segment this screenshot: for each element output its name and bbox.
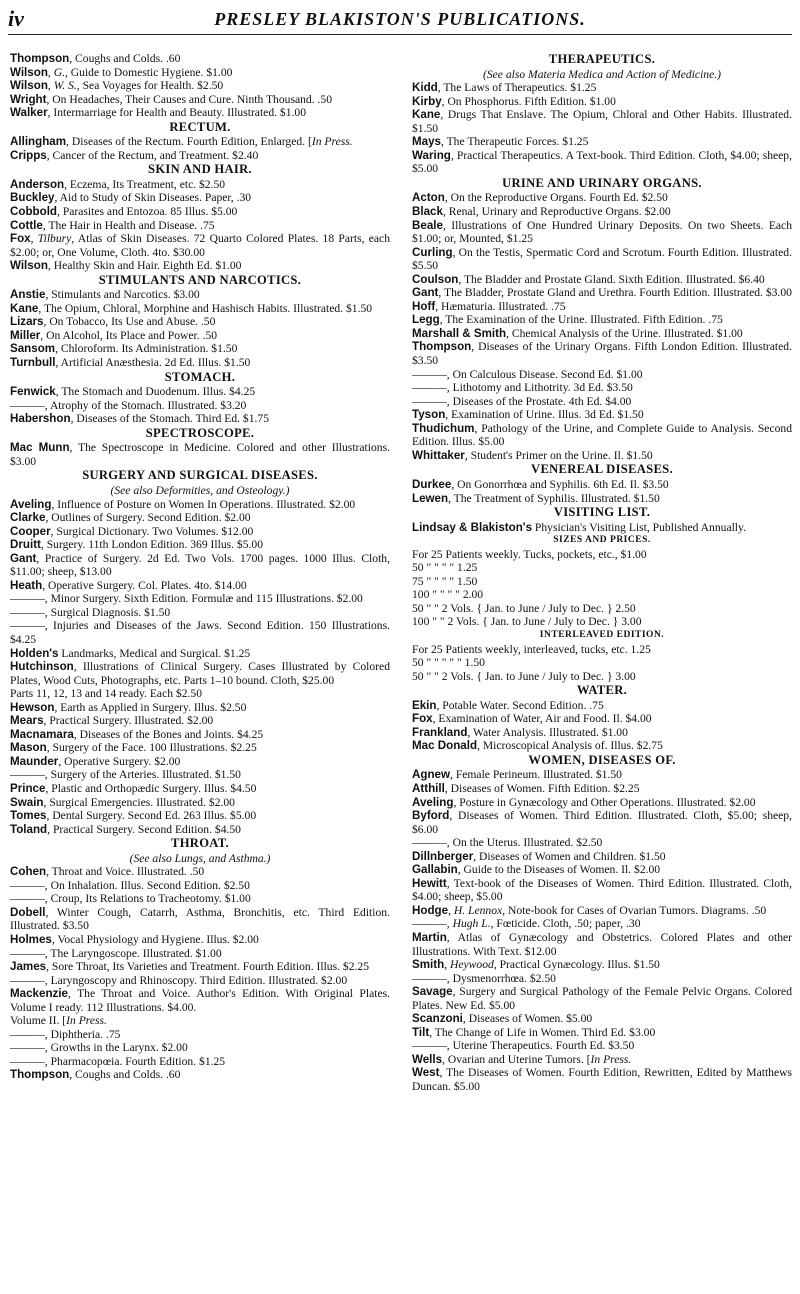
catalog-entry: For 25 Patients weekly. Tucks, pockets, etc., $1.00 [412, 547, 647, 561]
subheading: SIZES AND PRICES. [553, 535, 651, 546]
catalog-entry: Acton, On the Reproductive Organs. Fourth Ed. $2.50 [412, 191, 668, 205]
catalog-entry: Mason, Surgery of the Face. 100 Illustrations. $2.25 [10, 741, 257, 755]
catalog-entry: Macnamara, Diseases of the Bones and Joints. $4.25 [10, 727, 264, 741]
catalog-entry: Thompson, Coughs and Colds. .60 [10, 1068, 181, 1082]
see-also-note: (See also Materia Medica and Action of Medicine.) [482, 67, 722, 81]
catalog-entry: Mackenzie, The Throat and Voice. Author's Edition. With Original Plates. Volume I ready. 112 Illustrations. $4.00. [10, 987, 390, 1014]
right-column [412, 52, 792, 1094]
catalog-entry: Savage, Surgery and Surgical Pathology of the Female Pelvic Organs. Colored Plates. New Ed. $5.00 [412, 985, 792, 1012]
catalog-entry: Volume II. [In Press. [10, 1014, 107, 1028]
catalog-entry: Waring, Practical Therapeutics. A Text-book. Third Edition. Cloth, $4.00; sheep, $5.00 [412, 148, 792, 176]
catalog-entry: Cottle, The Hair in Health and Disease. .75 [10, 218, 215, 232]
catalog-entry: Thudichum, Pathology of the Urine, and Complete Guide to Analysis. Second Edition. Illus. $5.00 [412, 421, 792, 449]
catalog-entry: ———, On Inhalation. Illus. Second Edition. $2.50 [10, 878, 250, 892]
section-heading: URINE AND URINARY ORGANS. [502, 175, 702, 190]
section-heading: WATER. [576, 683, 628, 698]
catalog-entry: Thompson, Diseases of the Urinary Organs. Fifth London Edition. Illustrated. $3.50 [412, 340, 792, 368]
catalog-entry: 100 " " 2 Vols. { Jan. to June / July to Dec. } 3.00 [412, 615, 642, 629]
catalog-entry: Miller, On Alcohol, Its Place and Power. .50 [10, 328, 218, 342]
left-column [10, 52, 390, 1082]
catalog-entry: Kirby, On Phosphorus. Fifth Edition. $1.00 [412, 94, 616, 108]
catalog-entry: Clarke, Outlines of Surgery. Second Edition. $2.00 [10, 511, 251, 525]
catalog-entry: Wright, On Headaches, Their Causes and Cure. Ninth Thousand. .50 [10, 92, 332, 106]
catalog-entry: Tyson, Examination of Urine. Illus. 3d Ed. $1.50 [412, 408, 644, 422]
catalog-entry: ———, Minor Surgery. Sixth Edition. Formulæ and 115 Illustrations. $2.00 [10, 592, 363, 606]
catalog-entry: Habershon, Diseases of the Stomach. Third Ed. $1.75 [10, 412, 270, 426]
catalog-entry: Mears, Practical Surgery. Illustrated. $2.00 [10, 714, 214, 728]
subheading: INTERLEAVED EDITION. [539, 629, 665, 640]
catalog-entry: West, The Diseases of Women. Fourth Edition, Rewritten, Edited by Matthews Duncan. $5.00 [412, 1066, 792, 1094]
page-number: iv [8, 6, 24, 31]
catalog-entry: Heath, Operative Surgery. Col. Plates. 4to. $14.00 [10, 578, 247, 592]
section-heading: VENEREAL DISEASES. [531, 462, 673, 477]
catalog-entry: Swain, Surgical Emergencies. Illustrated. $2.00 [10, 795, 235, 809]
section-heading: THERAPEUTICS. [548, 52, 656, 66]
catalog-entry: 50 " " " " 1.25 [412, 561, 478, 575]
catalog-entry: 50 " " " " " 1.50 [412, 656, 485, 670]
catalog-entry: Druitt, Surgery. 11th London Edition. 369 Illus. $5.00 [10, 538, 264, 552]
catalog-entry: ———, Pharmacopœia. Fourth Edition. $1.25 [10, 1054, 226, 1068]
catalog-entry: Marshall & Smith, Chemical Analysis of the Urine. Illustrated. $1.00 [412, 326, 743, 340]
catalog-entry: 50 " " 2 Vols. { Jan. to June / July to Dec. } 3.00 [412, 669, 636, 683]
section-heading: WOMEN, DISEASES OF. [528, 752, 676, 767]
catalog-entry: Coulson, The Bladder and Prostate Gland. Sixth Edition. Illustrated. $6.40 [412, 272, 765, 286]
catalog-entry: Wilson, W. S., Sea Voyages for Health. $2.50 [10, 79, 224, 93]
catalog-entry: Cooper, Surgical Dictionary. Two Volumes. $12.00 [10, 524, 254, 538]
catalog-entry: ———, Uterine Therapeutics. Fourth Ed. $3.50 [412, 1039, 635, 1053]
catalog-entry: Mac Donald, Microscopical Analysis of. Illus. $2.75 [412, 739, 663, 753]
catalog-entry: Hewson, Earth as Applied in Surgery. Illus. $2.50 [10, 700, 247, 714]
section-heading: RECTUM. [169, 119, 231, 134]
catalog-entry: Allingham, Diseases of the Rectum. Fourth Edition, Enlarged. [In Press. [10, 135, 353, 149]
catalog-entry: Cohen, Throat and Voice. Illustrated. .50 [10, 865, 205, 879]
catalog-entry: Holden's Landmarks, Medical and Surgical. $1.25 [10, 646, 251, 660]
catalog-entry: Black, Renal, Urinary and Reproductive Organs. $2.00 [412, 205, 671, 219]
catalog-entry: Fox, Tilbury, Atlas of Skin Diseases. 72 Quarto Colored Plates. 18 Parts, each $2.00; or, One Volume, Cloth. 4to. $30.00 [10, 232, 390, 259]
catalog-entry: 100 " " " " 2.00 [412, 588, 484, 602]
catalog-entry: Agnew, Female Perineum. Illustrated. $1.50 [412, 768, 622, 782]
catalog-entry: ———, Lithotomy and Lithotrity. 3d Ed. $3.50 [412, 381, 633, 395]
catalog-entry: Scanzoni, Diseases of Women. $5.00 [412, 1012, 593, 1026]
section-heading: SKIN AND HAIR. [148, 162, 252, 177]
page-header [8, 4, 792, 35]
catalog-entry: ———, Dysmenorrhœa. $2.50 [412, 971, 556, 985]
catalog-entry: Kane, Drugs That Enslave. The Opium, Chloral and Other Habits. Illustrated. $1.50 [412, 108, 792, 135]
catalog-entry: ———, Laryngoscopy and Rhinoscopy. Third Edition. Illustrated. $2.00 [10, 973, 348, 987]
catalog-entry: Fox, Examination of Water, Air and Food. Il. $4.00 [412, 712, 652, 726]
catalog-entry: Wilson, G., Guide to Domestic Hygiene. $1.00 [10, 65, 233, 79]
catalog-entry: ———, On Calculous Disease. Second Ed. $1.00 [412, 367, 643, 381]
catalog-entry: Aveling, Influence of Posture on Women In Operations. Illustrated. $2.00 [10, 497, 356, 511]
catalog-entry: Anstie, Stimulants and Narcotics. $3.00 [10, 288, 200, 302]
catalog-entry: ———, Diseases of the Prostate. 4th Ed. $4.00 [412, 394, 632, 408]
catalog-entry: Sansom, Chloroform. Its Administration. $1.50 [10, 342, 238, 356]
see-also-note: (See also Lungs, and Asthma.) [129, 851, 271, 865]
catalog-entry: Fenwick, The Stomach and Duodenum. Illus. $4.25 [10, 385, 256, 399]
catalog-entry: Gant, The Bladder, Prostate Gland and Urethra. Fourth Edition. Illustrated. $3.00 [412, 286, 792, 300]
catalog-entry: ———, Diphtheria. .75 [10, 1027, 121, 1041]
section-heading: SPECTROSCOPE. [145, 425, 255, 440]
catalog-entry: Beale, Illustrations of One Hundred Urinary Deposits. On two Sheets. Each $1.00; or, Mounted, $1.25 [412, 218, 792, 246]
catalog-entry: Hutchinson, Illustrations of Clinical Surgery. Cases Illustrated by Colored Plates, Wood Cuts, Photographs, etc. Parts 1–10 bound. Cloth, $25.00 [10, 660, 390, 687]
section-heading: STIMULANTS AND NARCOTICS. [98, 272, 302, 287]
catalog-entry: Hodge, H. Lennox, Note-book for Cases of Ovarian Tumors. Diagrams. .50 [412, 903, 767, 917]
catalog-entry: Kidd, The Laws of Therapeutics. $1.25 [412, 81, 597, 95]
section-heading: STOMACH. [164, 369, 236, 384]
section-heading: VISITING LIST. [553, 505, 651, 520]
catalog-entry: Walker, Intermarriage for Health and Beauty. Illustrated. $1.00 [10, 106, 306, 120]
catalog-entry: Ekin, Potable Water. Second Edition. .75 [412, 698, 604, 712]
catalog-entry: Turnbull, Artificial Anæsthesia. 2d Ed. Illus. $1.50 [10, 356, 251, 370]
catalog-entry: Hoff, Hæmaturia. Illustrated. .75 [412, 299, 566, 313]
catalog-entry: For 25 Patients weekly, interleaved, tucks, etc. 1.25 [412, 642, 651, 656]
catalog-entry: Toland, Practical Surgery. Second Edition. $4.50 [10, 822, 241, 836]
catalog-entry: ———, Surgery of the Arteries. Illustrated. $1.50 [10, 768, 241, 782]
catalog-entry: Maunder, Operative Surgery. $2.00 [10, 754, 181, 768]
catalog-entry: Legg, The Examination of the Urine. Illustrated. Fifth Edition. .75 [412, 313, 723, 327]
catalog-entry: ———, Croup, Its Relations to Tracheotomy. $1.00 [10, 892, 251, 906]
catalog-entry: Dillnberger, Diseases of Women and Children. $1.50 [412, 849, 666, 863]
catalog-entry: Mac Munn, The Spectroscope in Medicine. Colored and other Illustrations. $3.00 [10, 441, 390, 468]
catalog-entry: Curling, On the Testis, Spermatic Cord and Scrotum. Fourth Edition. Illustrated. $5.50 [412, 245, 792, 273]
catalog-entry: Kane, The Opium, Chloral, Morphine and Hashisch Habits. Illustrated. $1.50 [10, 301, 373, 315]
catalog-entry: ———, Growths in the Larynx. $2.00 [10, 1041, 188, 1055]
catalog-entry: Lewen, The Treatment of Syphilis. Illustrated. $1.50 [412, 491, 660, 505]
catalog-entry: Wilson, Healthy Skin and Hair. Eighth Ed. $1.00 [10, 259, 242, 273]
catalog-entry: Smith, Heywood, Practical Gynæcology. Illus. $1.50 [412, 958, 660, 972]
catalog-entry: ———, The Laryngoscope. Illustrated. $1.00 [10, 946, 222, 960]
catalog-entry: Wells, Ovarian and Uterine Tumors. [In Press. [412, 1052, 632, 1066]
catalog-entry: Tomes, Dental Surgery. Second Ed. 263 Illus. $5.00 [10, 809, 257, 823]
catalog-entry: Frankland, Water Analysis. Illustrated. $1.00 [412, 725, 628, 739]
catalog-entry: ———, On the Uterus. Illustrated. $2.50 [412, 836, 603, 850]
catalog-entry: Lindsay & Blakiston's Physician's Visiting List, Published Annually. [412, 520, 746, 534]
catalog-entry: 50 " " 2 Vols. { Jan. to June / July to Dec. } 2.50 [412, 601, 636, 615]
catalog-entry: Cripps, Cancer of the Rectum, and Treatment. $2.40 [10, 148, 259, 162]
catalog-entry: Hewitt, Text-book of the Diseases of Women. Third Edition. Illustrated. Cloth, $4.00; sheep, $5.00 [412, 876, 792, 904]
catalog-entry: Holmes, Vocal Physiology and Hygiene. Illus. $2.00 [10, 933, 259, 946]
catalog-entry: Mays, The Therapeutic Forces. $1.25 [412, 135, 589, 149]
catalog-entry: Gallabin, Guide to the Diseases of Women. Il. $2.00 [412, 863, 661, 877]
catalog-entry: James, Sore Throat, Its Varieties and Treatment. Fourth Edition. Illus. $2.25 [10, 960, 369, 974]
catalog-entry: ———, Injuries and Diseases of the Jaws. Second Edition. 150 Illustrations. $4.25 [10, 619, 390, 646]
catalog-entry: Atthill, Diseases of Women. Fifth Edition. $2.25 [412, 781, 640, 795]
catalog-entry: ———, Atrophy of the Stomach. Illustrated. $3.20 [10, 398, 247, 412]
catalog-entry: Buckley, Aid to Study of Skin Diseases. Paper, .30 [10, 191, 252, 205]
catalog-entry: 75 " " " " 1.50 [412, 574, 478, 588]
catalog-entry: Martin, Atlas of Gynæcology and Obstetrics. Colored Plates and other Illustrations. With Text. $12.00 [412, 931, 792, 958]
page-title: PRESLEY BLAKISTON'S PUBLICATIONS. [214, 9, 586, 29]
catalog-entry: Gant, Practice of Surgery. 2d Ed. Two Vols. 1700 pages. 1000 Illus. Cloth, $11.00; sheep, $13.00 [10, 551, 390, 579]
section-heading: THROAT. [171, 836, 229, 851]
catalog-entry: Durkee, On Gonorrhœa and Syphilis. 6th Ed. Il. $3.50 [412, 477, 669, 491]
catalog-entry: Aveling, Posture in Gynæcology and Other Operations. Illustrated. $2.00 [412, 795, 756, 809]
section-heading: SURGERY AND SURGICAL DISEASES. [82, 468, 318, 483]
catalog-entry: ———, Surgical Diagnosis. $1.50 [10, 605, 171, 619]
catalog-entry: Whittaker, Student's Primer on the Urine. Il. $1.50 [412, 448, 653, 462]
catalog-entry: Lizars, On Tobacco, Its Use and Abuse. .50 [10, 315, 216, 329]
catalog-entry: ———, Hugh L., Fœticide. Cloth, .50; paper, .30 [412, 917, 641, 931]
catalog-entry: Anderson, Eczema, Its Treatment, etc. $2.50 [10, 177, 226, 191]
catalog-entry: Parts 11, 12, 13 and 14 ready. Each $2.50 [10, 687, 203, 701]
catalog-entry: Byford, Diseases of Women. Third Edition. Illustrated. Cloth, $5.00; sheep, $6.00 [412, 809, 792, 836]
catalog-entry: Tilt, The Change of Life in Women. Third Ed. $3.00 [412, 1025, 656, 1039]
catalog-entry: Prince, Plastic and Orthopædic Surgery. Illus. $4.50 [10, 781, 257, 795]
catalog-entry: Thompson, Coughs and Colds. .60 [10, 52, 181, 65]
catalog-entry: Dobell, Winter Cough, Catarrh, Asthma, Bronchitis, etc. Third Edition. Illustrated. $3.50 [10, 905, 390, 933]
catalog-entry: Cobbold, Parasites and Entozoa. 85 Illus. $5.00 [10, 205, 238, 219]
see-also-note: (See also Deformities, and Osteology.) [110, 483, 290, 497]
